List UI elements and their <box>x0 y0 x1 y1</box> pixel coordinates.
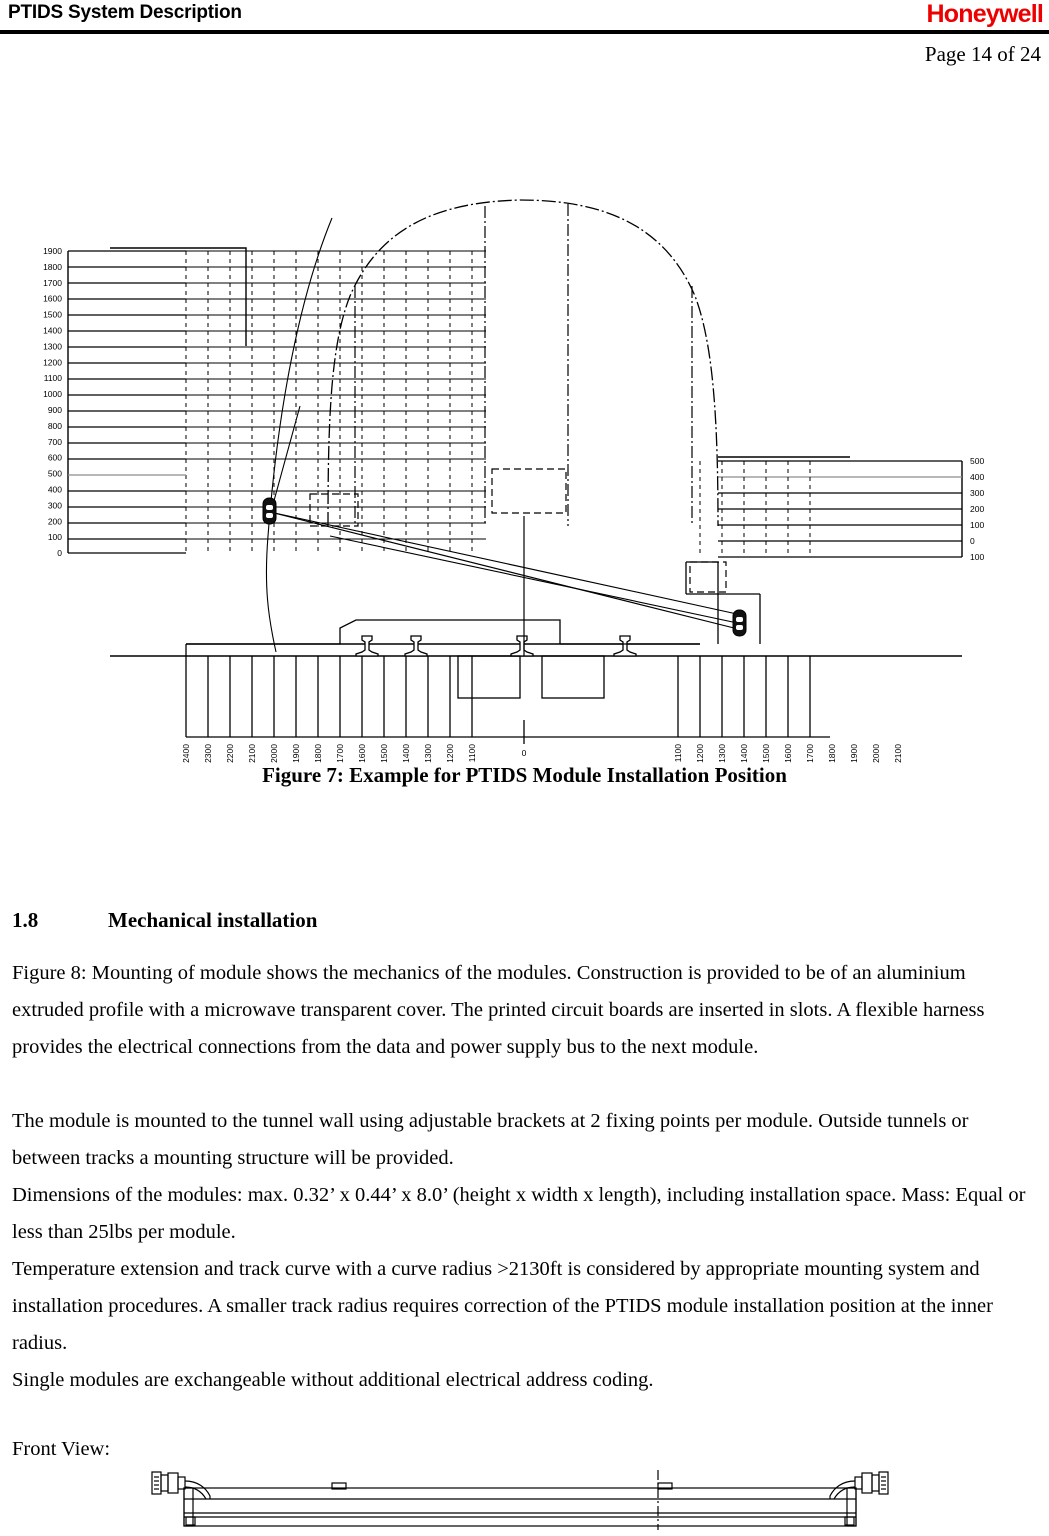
axis-tick-label: 100 <box>970 520 985 530</box>
axis-tick-label: 100 <box>970 552 985 562</box>
paragraph-2 <box>12 1103 1032 1177</box>
axis-tick-label: 300 <box>970 488 985 498</box>
axis-tick-label: 1900 <box>291 744 301 763</box>
axis-tick-label: 2100 <box>247 744 257 763</box>
clearance-box-center <box>492 469 566 513</box>
axis-tick-label: 1000 <box>43 389 62 400</box>
axis-tick-label: 1900 <box>849 744 859 763</box>
module-connector-right <box>830 1472 888 1499</box>
right-axis-gridlines <box>718 461 962 557</box>
axis-tick-label: 300 <box>47 500 62 511</box>
right-axis-tick-labels <box>970 456 984 562</box>
axis-tick-label: 1200 <box>43 357 62 368</box>
module-front-view-svg <box>150 1468 890 1531</box>
figure-caption: Figure 7: Example for PTIDS Module Installation Position <box>262 763 787 787</box>
axis-tick-label: 1500 <box>43 309 62 320</box>
axis-tick-label: 1900 <box>43 246 62 256</box>
axis-tick-label: 900 <box>47 405 62 415</box>
grid-dashed-left <box>186 251 472 551</box>
paragraph-3-text: Dimensions of the modules: max. 0.32’ x 0.44’ x 8.0’ (height x width x length), including installation space. Mass: Equal or less than 25lbs per module. <box>12 1184 1026 1243</box>
axis-tick-label: 1800 <box>313 744 323 763</box>
axis-tick-label: 500 <box>970 456 985 466</box>
module-marker-left[interactable] <box>263 498 276 524</box>
axis-tick-label: 1700 <box>335 744 345 763</box>
axis-tick-label: 1400 <box>739 744 749 763</box>
bottom-axis-origin-label: 0 <box>521 748 527 758</box>
axis-tick-label: 1700 <box>43 277 62 288</box>
front-view-label: Front View: <box>12 1438 111 1460</box>
module-sight-lines <box>270 406 746 630</box>
axis-tick-label: 400 <box>47 484 62 495</box>
axis-tick-label: 2300 <box>203 744 213 763</box>
axis-tick-label: 2100 <box>893 744 903 763</box>
page-header <box>0 0 1049 30</box>
page-number: Page 14 of 24 <box>924 42 1041 66</box>
axis-tick-label: 1200 <box>695 744 705 763</box>
axis-tick-label: 700 <box>47 436 62 447</box>
figure-7-drawing <box>0 96 1049 763</box>
header-divider <box>0 30 1049 34</box>
section-title: Mechanical installation <box>108 908 318 932</box>
paragraph-1-text: Figure 8: Mounting of module shows the mechanics of the modules. Construction is provided to be of an aluminium extruded profile with a microwave transparent cover. The printed circuit boards are inserted in slots. A flexible harness provides the electrical connections from the data and power supply bus to the next module. <box>12 962 985 1058</box>
section-number: 1.8 <box>12 908 39 932</box>
axis-tick-label: 500 <box>47 468 62 479</box>
rail-3 <box>511 636 533 656</box>
left-axis-gridlines <box>68 251 186 553</box>
axis-tick-label: 2200 <box>225 744 235 763</box>
module-front-view-drawing <box>150 1468 890 1531</box>
clearance-box-right <box>690 562 726 592</box>
paragraph-4-text: Temperature extension and track curve with a curve radius >2130ft is considered by appropriate mounting system and installation procedures. A smaller track radius requires correction of the PTIDS module installation position at the inner radius. <box>12 1258 993 1354</box>
axis-tick-label: 1800 <box>827 744 837 763</box>
axis-tick-label: 200 <box>47 516 62 527</box>
left-axis-tick-labels <box>43 246 62 558</box>
axis-tick-label: 1300 <box>717 744 727 763</box>
left-gridlines-extended <box>186 251 486 539</box>
paragraph-1 <box>12 955 1032 1066</box>
axis-tick-label: 0 <box>970 536 975 546</box>
axis-tick-label: 400 <box>970 472 985 482</box>
axis-tick-label: 1500 <box>761 744 771 763</box>
axis-tick-label: 1100 <box>467 744 477 763</box>
axis-tick-label: 1800 <box>43 261 62 272</box>
axis-tick-label: 1500 <box>379 744 389 763</box>
module-foot-left <box>186 1517 195 1525</box>
module-end-plate-left <box>184 1488 193 1526</box>
axis-tick-label: 2000 <box>269 744 279 763</box>
paragraph-5 <box>12 1362 1032 1399</box>
module-foot-right <box>845 1517 854 1525</box>
track-plinths <box>458 656 604 698</box>
paragraph-4 <box>12 1251 1032 1362</box>
axis-tick-label: 2000 <box>871 744 881 763</box>
axis-tick-label: 2400 <box>181 744 191 763</box>
module-marker-right[interactable] <box>733 610 746 636</box>
rail-1 <box>356 636 378 656</box>
rail-profiles <box>356 636 636 656</box>
paragraph-5-text: Single modules are exchangeable without additional electrical address coding. <box>12 1369 654 1391</box>
axis-tick-label: 800 <box>47 420 62 431</box>
tunnel-cross-section-svg <box>0 96 1049 763</box>
axis-tick-label: 1300 <box>423 744 433 763</box>
axis-tick-label: 1100 <box>673 744 683 763</box>
clearance-box-left <box>310 494 358 526</box>
axis-tick-label: 1100 <box>43 373 62 384</box>
section-heading <box>12 908 317 933</box>
module-connector-left <box>152 1472 210 1499</box>
axis-tick-label: 1200 <box>445 744 455 763</box>
module-body <box>184 1488 856 1526</box>
document-title: PTIDS System Description <box>8 2 242 23</box>
axis-tick-label: 1700 <box>805 744 815 763</box>
axis-tick-label: 200 <box>970 504 985 514</box>
axis-tick-label: 1600 <box>357 744 367 763</box>
axis-tick-label: 1300 <box>43 341 62 352</box>
axis-tick-label: 1400 <box>43 325 62 336</box>
axis-tick-label: 1400 <box>401 744 411 763</box>
rail-2 <box>405 636 427 656</box>
paragraph-3 <box>12 1177 1032 1251</box>
module-end-plate-right <box>847 1488 856 1526</box>
bottom-axis <box>186 644 830 744</box>
axis-tick-label: 100 <box>47 532 62 543</box>
axis-tick-label: 1600 <box>43 293 62 304</box>
rail-4 <box>614 636 636 656</box>
axis-tick-label: 1600 <box>783 744 793 763</box>
track-bed <box>110 644 962 656</box>
axis-tick-label: 600 <box>47 452 62 463</box>
axis-tick-label: 0 <box>57 548 62 559</box>
paragraph-2-text: The module is mounted to the tunnel wall using adjustable brackets at 2 fixing points per module. Outside tunnels or between tracks a mounting structure will be provided. <box>12 1110 969 1169</box>
honeywell-logo: Honeywell <box>926 0 1043 28</box>
bottom-axis-tick-labels <box>181 744 903 763</box>
